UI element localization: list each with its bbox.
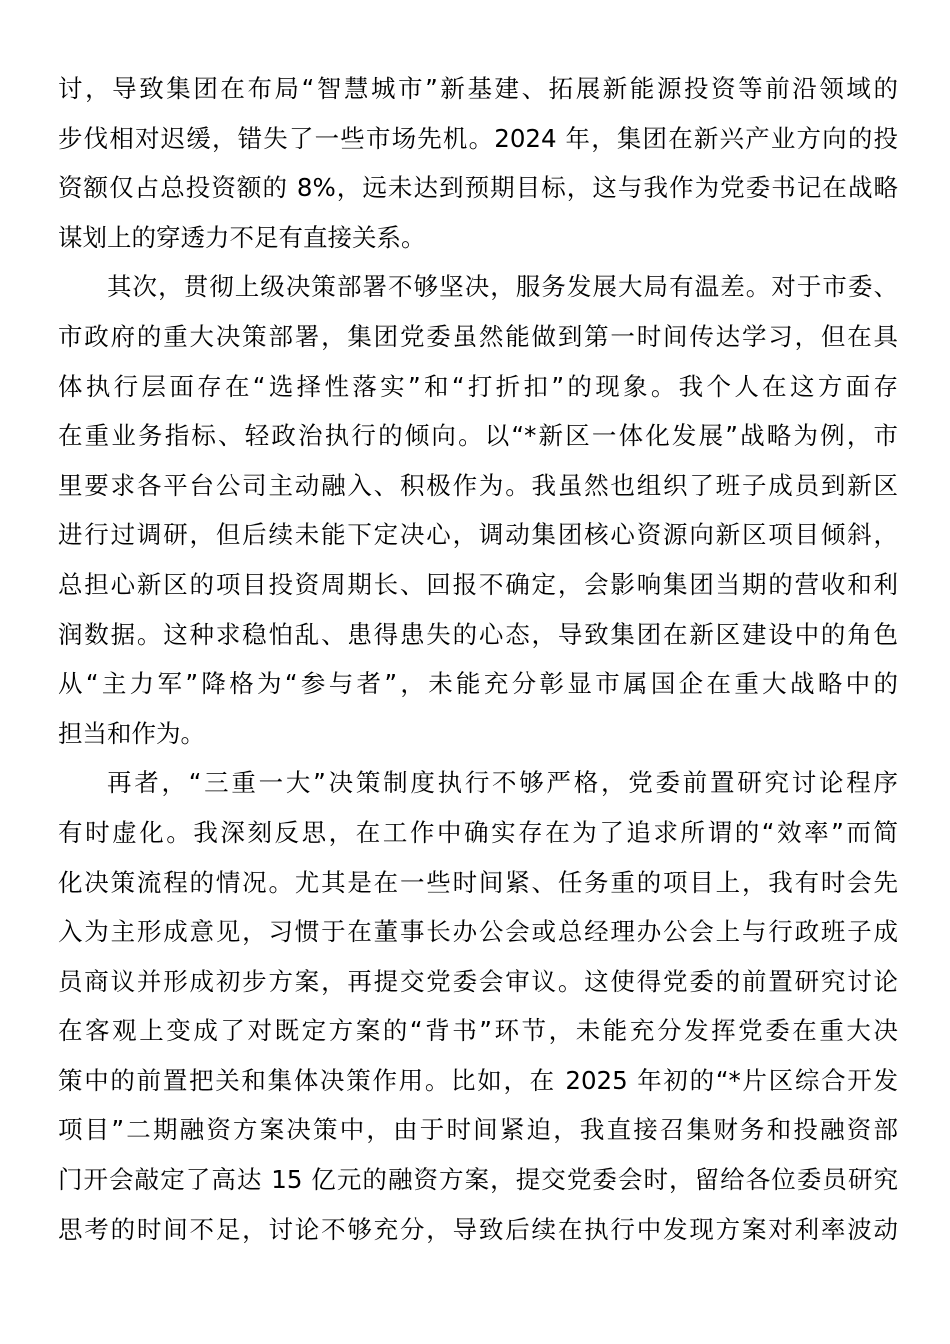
text-line: 体执行层面存在“选择性落实”和“打折扣”的现象。我个人在这方面存 — [58, 371, 898, 401]
text-line: 有时虚化。我深刻反思，在工作中确实存在为了追求所谓的“效率”而简 — [58, 817, 898, 847]
text-line: 门开会敲定了高达 15 亿元的融资方案，提交党委会时，留给各位委员研究 — [58, 1165, 898, 1195]
paragraph-strategy-continuation — [58, 64, 898, 262]
text-line: 谋划上的穿透力不足有直接关系。 — [58, 222, 426, 252]
text-line: 策中的前置把关和集体决策作用。比如，在 2025 年初的“*片区综合开发 — [58, 1065, 898, 1095]
text-line: 润数据。这种求稳怕乱、患得患失的心态，导致集团在新区建设中的角色 — [58, 619, 898, 649]
document-page — [58, 64, 898, 1254]
text-line: 步伐相对迟缓，错失了一些市场先机。2024 年，集团在新兴产业方向的投 — [58, 123, 898, 153]
text-line: 在重业务指标、轻政治执行的倾向。以“*新区一体化发展”战略为例，市 — [58, 421, 898, 451]
text-line: 其次，贯彻上级决策部署不够坚决，服务发展大局有温差。对于市委、 — [107, 272, 898, 302]
text-line: 里要求各平台公司主动融入、积极作为。我虽然也组织了班子成员到新区 — [58, 470, 898, 500]
text-line: 从“主力军”降格为“参与者”，未能充分彰显市属国企在重大战略中的 — [58, 669, 898, 699]
text-line: 资额仅占总投资额的 8%，远未达到预期目标，这与我作为党委书记在战略 — [58, 173, 898, 203]
text-line: 入为主形成意见，习惯于在董事长办公会或总经理办公会上与行政班子成 — [58, 917, 898, 947]
text-line: 思考的时间不足，讨论不够充分，导致后续在执行中发现方案对利率波动 — [58, 1214, 898, 1244]
text-line: 化决策流程的情况。尤其是在一些时间紧、任务重的项目上，我有时会先 — [58, 867, 898, 897]
text-line: 在客观上变成了对既定方案的“背书”环节，未能充分发挥党委在重大决 — [58, 1016, 898, 1046]
text-line: 再者，“三重一大”决策制度执行不够严格，党委前置研究讨论程序 — [107, 768, 898, 798]
text-line: 市政府的重大决策部署，集团党委虽然能做到第一时间传达学习，但在具 — [58, 321, 898, 351]
text-line: 项目”二期融资方案决策中，由于时间紧迫，我直接召集财务和投融资部 — [58, 1115, 898, 1145]
text-line: 讨，导致集团在布局“智慧城市”新基建、拓展新能源投资等前沿领域的 — [58, 74, 898, 103]
paragraph-implementation — [58, 262, 898, 758]
text-line: 总担心新区的项目投资周期长、回报不确定，会影响集团当期的营收和利 — [58, 569, 898, 599]
paragraph-decision-system — [58, 758, 898, 1254]
text-line: 员商议并形成初步方案，再提交党委会审议。这使得党委的前置研究讨论 — [58, 966, 898, 996]
text-line: 担当和作为。 — [58, 718, 205, 748]
text-line: 进行过调研，但后续未能下定决心，调动集团核心资源向新区项目倾斜， — [58, 520, 898, 550]
